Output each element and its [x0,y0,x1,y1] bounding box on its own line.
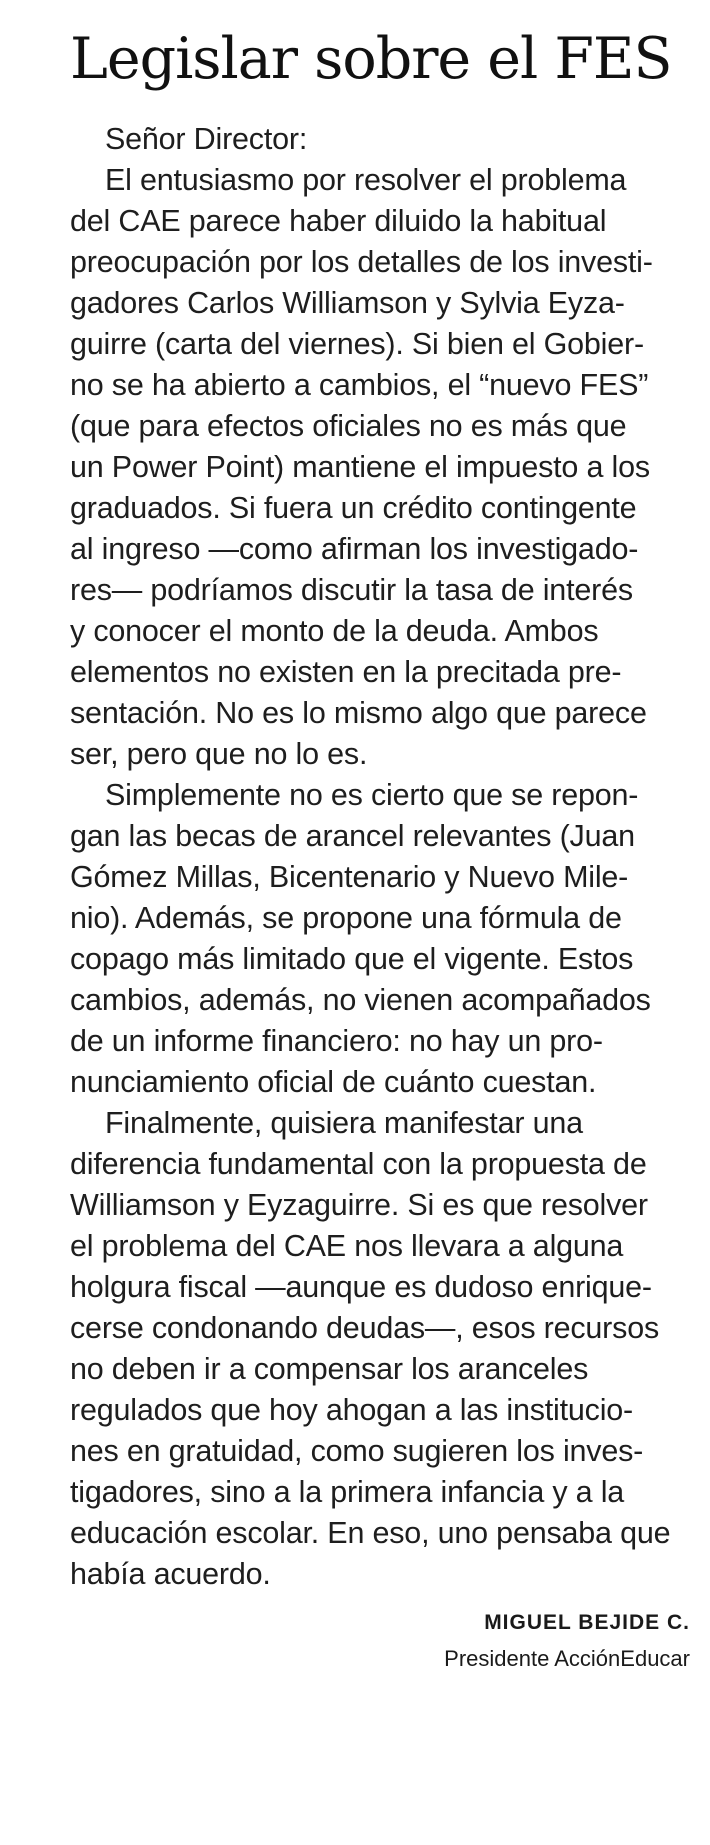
text-line: gadores Carlos Williamson y Sylvia Eyza- [70,285,625,320]
signature [70,1605,690,1677]
text-line: ser, pero que no lo es. [70,736,368,771]
text-line: preocupación por los detalles de los investi- [70,244,653,279]
paragraph-3 [70,1103,690,1595]
text-line: un Power Point) mantiene el impuesto a los [70,449,650,484]
text-line: elementos no existen en la precitada pre- [70,654,622,689]
text-line: graduados. Si fuera un crédito contingente [70,490,637,525]
text-line: holgura fiscal —aunque es dudoso enrique- [70,1269,652,1304]
text-line: (que para efectos oficiales no es más que [70,408,627,443]
text-line: tigadores, sino a la primera infancia y a la [70,1474,625,1509]
text-line: no se ha abierto a cambios, el “nuevo FES” [70,367,649,402]
text-line: de un informe financiero: no hay un pro- [70,1023,603,1058]
letter [70,28,690,1677]
text-line: nes en gratuidad, como sugieren los inves- [70,1433,644,1468]
text-line: Williamson y Eyzaguirre. Si es que resolver [70,1187,648,1222]
text-line: Gómez Millas, Bicentenario y Nuevo Mile- [70,859,629,894]
text-line: al ingreso —como afirman los investigado- [70,531,639,566]
text-line: guirre (carta del viernes). Si bien el Gobier- [70,326,644,361]
text-line: diferencia fundamental con la propuesta de [70,1146,647,1181]
paragraph-2 [70,775,690,1103]
text-line: cambios, además, no vienen acompañados [70,982,651,1017]
signature-role: Presidente AcciónEducar [444,1645,690,1671]
text-line: no deben ir a compensar los aranceles [70,1351,589,1386]
text-line: educación escolar. En eso, uno pensaba que [70,1515,671,1550]
text-line: del CAE parece haber diluido la habitual [70,203,607,238]
greeting [70,119,690,160]
letter-body [70,119,690,1595]
text-line: Simplemente no es cierto que se repon- [105,777,639,812]
greeting-line: Señor Director: [105,121,308,156]
text-line: había acuerdo. [70,1556,271,1591]
signature-name: MIGUEL BEJIDE C. [484,1610,690,1634]
text-line: gan las becas de arancel relevantes (Juan [70,818,635,853]
text-line: El entusiasmo por resolver el problema [105,162,627,197]
letter-title: Legislar sobre el FES [70,26,672,92]
text-line: copago más limitado que el vigente. Estos [70,941,634,976]
text-line: Finalmente, quisiera manifestar una [105,1105,583,1140]
text-line: cerse condonando deudas—, esos recursos [70,1310,660,1345]
text-line: nio). Además, se propone una fórmula de [70,900,622,935]
text-line: el problema del CAE nos llevara a alguna [70,1228,624,1263]
text-line: y conocer el monto de la deuda. Ambos [70,613,599,648]
paragraph-1 [70,160,690,775]
text-line: res— podríamos discutir la tasa de interés [70,572,633,607]
text-line: nunciamiento oficial de cuánto cuestan. [70,1064,597,1099]
text-line: sentación. No es lo mismo algo que parece [70,695,647,730]
text-line: regulados que hoy ahogan a las institucio- [70,1392,634,1427]
